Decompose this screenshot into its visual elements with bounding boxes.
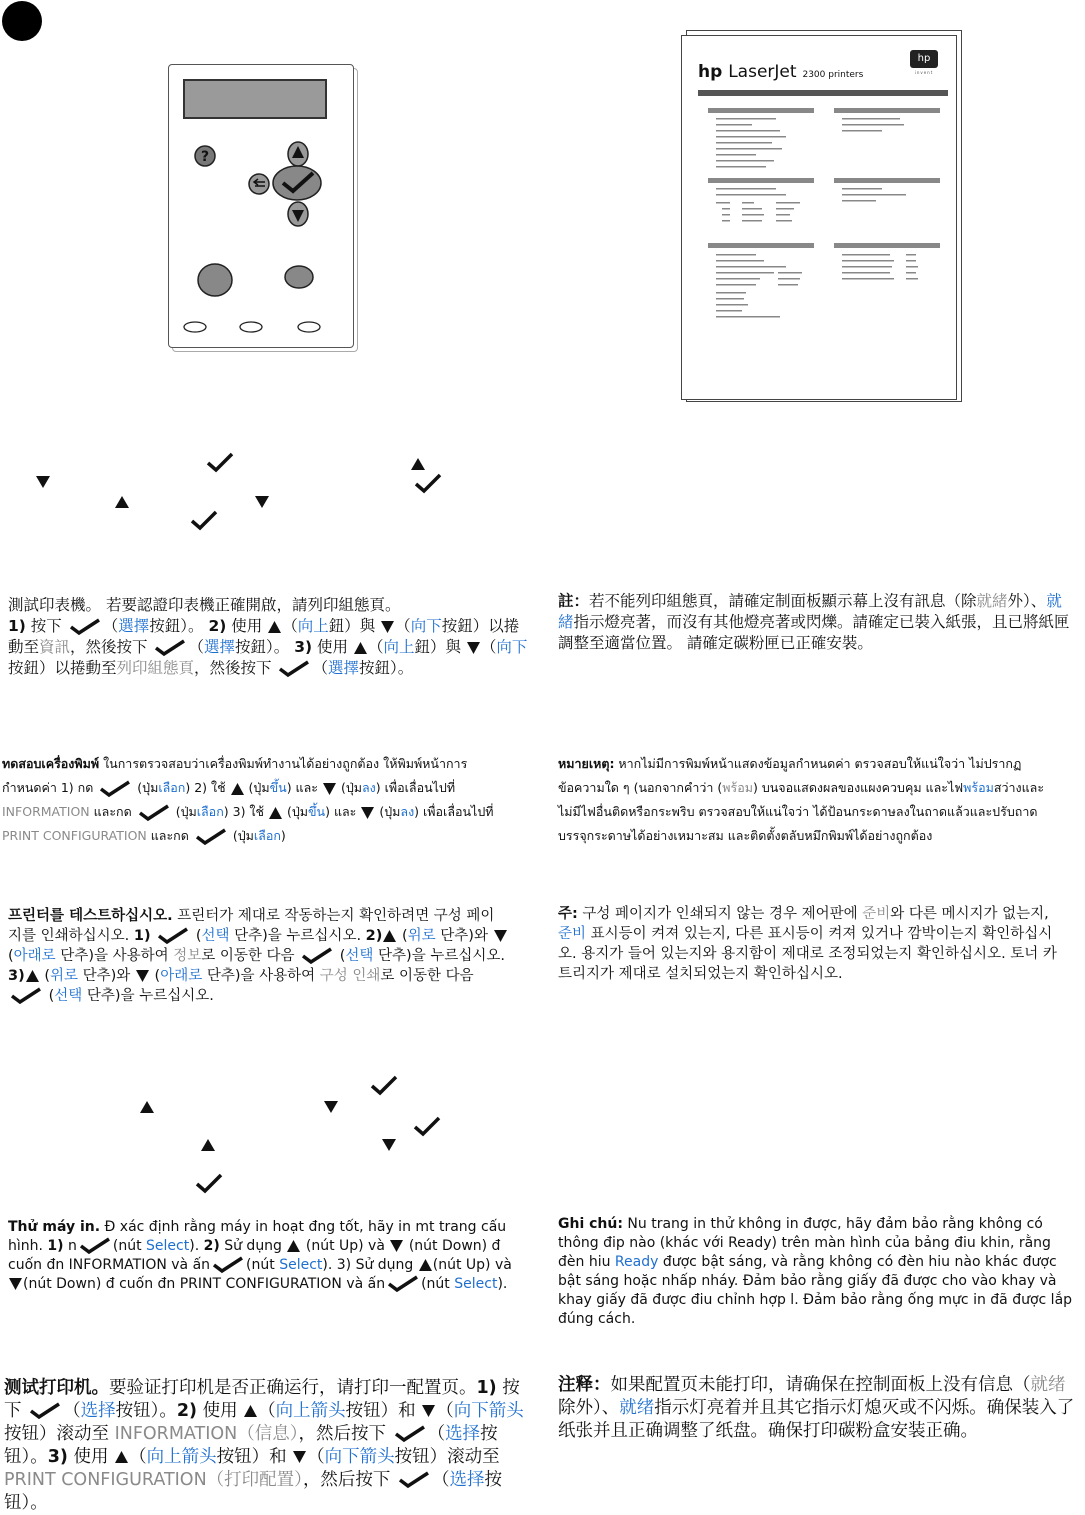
vietnamese-select-label: Select — [454, 1276, 498, 1292]
back-button — [249, 174, 269, 194]
korean-select-label: 선택 — [201, 928, 230, 944]
zh-tw-step1-num: 1) — [8, 617, 26, 635]
down-arrow-icon — [8, 1277, 23, 1291]
korean-config-label: 구성 인쇄 — [319, 968, 381, 984]
zh-tw-text: 使用 — [312, 638, 353, 656]
thai-down-label: ลง — [400, 804, 415, 819]
zh-tw-title: 測試印表機。 — [8, 596, 102, 614]
zh-cn-text: 按钮）滚动至 — [4, 1424, 115, 1444]
thai-text: ในการตรวจสอบว่าเครื่องพิมพ์ทำงานได้อย่างถูกต้อง ให้พิมพ์หน้าการกำหนดค่า 1) กด — [2, 756, 468, 795]
up-arrow-icon — [230, 782, 245, 796]
zh-tw-text: 按鈕）。 — [149, 617, 204, 635]
zh-cn-text: 使用 — [197, 1401, 244, 1421]
down-arrow-icon — [493, 929, 508, 943]
zh-cn-text: 按钮）和 — [345, 1401, 422, 1421]
zh-cn-config-label: PRINT CONFIGURATION（打印配置） — [4, 1470, 303, 1490]
vietnamese-text: ). 3) Sử dụng — [322, 1257, 418, 1273]
thai-text: (ปุ่ม — [336, 780, 362, 795]
thai-down-label: ลง — [362, 780, 376, 795]
zh-tw-text: （ — [282, 617, 298, 635]
zh-tw-note-label: 註： — [558, 592, 590, 610]
thai-text: ) เพื่อเลื่อนไปที่ — [414, 804, 494, 819]
thai-up-label: ขึ้น — [269, 780, 287, 795]
thai-text: ) และ — [286, 780, 322, 795]
select-check-icon — [193, 828, 229, 846]
zh-cn-step-num: 2) — [176, 1401, 198, 1421]
thai-instructions — [2, 752, 502, 848]
korean-text: ( — [191, 928, 202, 944]
vietnamese-text: Sử dụng — [219, 1238, 287, 1254]
korean-down-label: 아래로 — [13, 948, 56, 964]
korean-down-label: 아래로 — [160, 968, 203, 984]
vietnamese-text: (nút Up) và — [301, 1238, 390, 1254]
select-check-icon — [210, 1256, 246, 1274]
zh-cn-select-label: 选择 — [449, 1470, 485, 1490]
thai-text: ) 3) ใช้ — [223, 804, 268, 819]
zh-tw-note-text: 外）、 — [1007, 592, 1047, 610]
ready-light — [184, 322, 206, 332]
zh-tw-instructions — [8, 595, 528, 679]
korean-note-label: 주: — [558, 906, 578, 922]
thai-note-text: สว่างและไม่มีไฟอื่นติดหรือกระพริบ ตรวจสอบให้แน่ใจว่า ได้ป้อนกระดาษลงในถาดแล้วและปรับถาดบรรจุกระดาษได้อย่างเหมาะสม และติดตั้งตลับหมึกพิมพ์ได้อย่างถูกต้อง — [558, 780, 1045, 843]
thai-text: ) และ — [325, 804, 361, 819]
vietnamese-text: (nút — [246, 1257, 280, 1273]
zh-cn-text: （ — [258, 1401, 276, 1421]
zh-tw-up-label: 向上 — [297, 617, 329, 635]
select-check-icon — [299, 947, 335, 965]
zh-cn-select-label: 选择 — [445, 1424, 481, 1444]
korean-step-num: 2) — [365, 928, 383, 944]
select-check-icon — [67, 618, 103, 636]
zh-cn-note-text: 如果配置页未能打印，请确保在控制面板上没有信息（ — [610, 1375, 1031, 1395]
korean-text: ( — [8, 948, 14, 964]
korean-text: ( — [335, 948, 346, 964]
thai-text: (ปุ่ม — [375, 804, 401, 819]
zh-cn-text: （ — [432, 1470, 450, 1490]
up-arrow-icon — [268, 806, 283, 820]
select-check-icon — [77, 1237, 113, 1255]
zh-tw-text: （ — [312, 659, 328, 677]
korean-instructions — [8, 906, 508, 1006]
zh-cn-note-label: 注释： — [558, 1375, 611, 1395]
vietnamese-text: ). — [189, 1238, 204, 1254]
up-arrow-icon — [267, 620, 282, 634]
thai-up-label: ขึ้น — [308, 804, 326, 819]
thai-text: ) 2) ใช้ — [185, 780, 230, 795]
zh-cn-text: 按钮）。 — [115, 1401, 177, 1421]
vietnamese-note-text: được bật sáng, và rằng không có đèn hiu nào khác được bật sáng hoặc nhấp nháy. Đảm bảo rằng giấy đã được cho vào khay và khay giấy đã được điu chỉnh hợp l. Đảm bảo rằng ống mực in đã được lắp đúng cách. — [558, 1254, 1073, 1327]
korean-ready-label: 준비 — [862, 906, 891, 922]
zh-cn-text: 按钮）。 — [4, 1470, 502, 1513]
zh-cn-ready-label: 就绪 — [619, 1398, 655, 1418]
korean-note-text: 구성 페이지가 인쇄되지 않는 경우 제어판에 — [577, 906, 863, 922]
vietnamese-title: Thử máy in. — [8, 1219, 101, 1235]
icon-only-instruction-2 — [0, 1075, 1085, 1195]
zh-cn-instructions — [4, 1377, 524, 1515]
zh-tw-text: 鈕）與 — [414, 638, 466, 656]
korean-step-num: 1) — [133, 928, 151, 944]
zh-tw-up-label: 向上 — [383, 638, 415, 656]
select-check-icon — [8, 987, 44, 1005]
zh-tw-text: 按鈕）。 — [235, 638, 290, 656]
vietnamese-text: (nút Up) và — [432, 1257, 512, 1273]
zh-tw-text: 按鈕）以捲動至 — [8, 617, 520, 656]
zh-cn-text: （ — [63, 1401, 81, 1421]
up-arrow-icon — [25, 969, 40, 983]
zh-tw-step3-num: 3) — [294, 638, 313, 656]
vietnamese-text: n — [63, 1238, 77, 1254]
thai-note-text: หากไม่มีการพิมพ์หน้าแสดงข้อมูลกำหนดค่า ตรวจสอบให้แน่ใจว่า ไม่ปรากฏข้อความใด ๆ (นอกจากคำว่า ( — [558, 756, 1022, 795]
vietnamese-select-label: Select — [279, 1257, 323, 1273]
korean-up-label: 위로 — [407, 928, 436, 944]
down-arrow-icon — [380, 620, 395, 634]
zh-tw-note-text: 指示燈亮著，而沒有其他燈亮著或閃爍。請確定已裝入紙張，且已將紙匣調整至適當位置。 請確定碳粉匣已正確安裝。 — [558, 613, 1070, 652]
config-page-lines — [682, 36, 956, 399]
zh-cn-text: （ — [307, 1447, 325, 1467]
zh-tw-text: 鈕）與 — [328, 617, 381, 635]
zh-tw-down-label: 向下 — [410, 617, 442, 635]
zh-cn-step-num: 1) — [476, 1378, 497, 1398]
zh-tw-text: （ — [367, 638, 384, 656]
select-check-icon — [392, 1425, 428, 1443]
up-arrow-button — [288, 142, 308, 166]
vietnamese-text: (nút Down) đ cuốn đn PRINT CONFIGURATION và ấn — [23, 1276, 386, 1292]
korean-text: 단추)을 사용하여 — [55, 948, 174, 964]
zh-tw-text: （ — [188, 638, 204, 656]
thai-text: (ปุ่ม — [282, 804, 309, 819]
select-check-icon — [27, 1402, 63, 1420]
zh-cn-ready-label: 就绪 — [1030, 1375, 1066, 1395]
thai-note-label: หมายเหตุ: — [558, 756, 615, 771]
korean-text: 프린터가 제대로 작동하는지 확인하려면 구성 페이지를 인쇄하십시오. — [8, 908, 495, 944]
zh-cn-up-label: 向上箭头 — [146, 1447, 217, 1467]
zh-tw-config-label: 列印組態頁 — [116, 659, 195, 677]
select-check-icon — [385, 1275, 421, 1293]
korean-title: 프린터를 테스트하십시오. — [8, 908, 173, 924]
vietnamese-instructions — [8, 1218, 518, 1294]
down-arrow-icon — [389, 1239, 404, 1253]
korean-up-label: 위로 — [50, 968, 79, 984]
korean-note-text: 표시등이 켜져 있는지, 다른 표시등이 켜져 있거나 깜박이는지 확인하십시오. 용지가 들어 있는지와 용지함이 제대로 조정되었는지 확인하십시오. 토너 카트리지가 제대로 설치되었는지 확인하십시오. — [558, 926, 1057, 982]
up-arrow-icon — [382, 929, 397, 943]
zh-tw-select-label: 選擇 — [118, 617, 150, 635]
korean-text: 단추)을 사용하여 — [202, 968, 320, 984]
zh-tw-text: 按下 — [25, 617, 67, 635]
korean-text: 단추)을 누르십시오. — [229, 928, 366, 944]
thai-text: (ปุ่ม — [171, 804, 197, 819]
select-check-icon — [136, 804, 172, 822]
korean-text: 단추)와 — [435, 928, 493, 944]
zh-cn-text: （ — [427, 1424, 446, 1444]
hp-logo-tagline: invent — [914, 70, 934, 75]
down-arrow-icon — [466, 641, 481, 655]
zh-cn-text: 按钮）滚动至 — [394, 1447, 500, 1467]
down-arrow-button — [288, 202, 308, 226]
cancel-job-button — [285, 266, 313, 288]
down-arrow-icon — [135, 969, 150, 983]
zh-tw-select-label: 選擇 — [203, 638, 235, 656]
zh-cn-down-label: 向下箭头 — [453, 1401, 524, 1421]
thai-text: และกด — [146, 828, 193, 843]
up-arrow-icon — [418, 1258, 433, 1272]
select-check-icon — [396, 1471, 432, 1489]
thai-note — [558, 752, 1048, 848]
vietnamese-text: (nút — [421, 1276, 455, 1292]
thai-select-label: เลือก — [196, 804, 224, 819]
vietnamese-note-text: Nu trang in thử không in được, hãy đảm bảo rằng không có thông đip nào (khác với Ready) trên màn hình của bảng điu khin, rằng đèn hiu — [558, 1216, 1051, 1270]
zh-tw-note-text: 若不能列印組態頁，請確定制面板顯示幕上沒有訊息（除 — [589, 592, 977, 610]
zh-tw-text: 按鈕）。 — [359, 659, 414, 677]
korean-info-label: 정보 — [173, 948, 202, 964]
thai-config-label: PRINT CONFIGURATION — [2, 828, 147, 843]
vietnamese-select-label: Select — [146, 1238, 190, 1254]
zh-cn-down-label: 向下箭头 — [324, 1447, 395, 1467]
select-check-icon — [155, 927, 191, 945]
down-arrow-icon — [421, 1404, 436, 1418]
control-panel-buttons — [169, 65, 353, 347]
korean-text: ( — [44, 988, 55, 1004]
zh-cn-text: 按钮）。 — [4, 1424, 498, 1467]
zh-tw-text: （ — [395, 617, 411, 635]
hp-logo-text: hp — [917, 53, 931, 64]
zh-tw-text: 使用 — [226, 617, 268, 635]
thai-text: และกด — [89, 804, 136, 819]
zh-cn-text: （ — [129, 1447, 147, 1467]
zh-tw-select-label: 選擇 — [327, 659, 359, 677]
thai-note-text: ) บนจอแสดงผลของแผงควบคุม และไฟ — [752, 780, 964, 795]
icon-only-instruction-1 — [0, 450, 1085, 540]
zh-cn-info-label: INFORMATION（信息） — [114, 1424, 299, 1444]
thai-text: ) — [280, 828, 286, 843]
up-arrow-icon — [243, 1404, 258, 1418]
up-arrow-icon — [286, 1239, 301, 1253]
vietnamese-text: ). — [497, 1276, 508, 1292]
korean-text: ( — [149, 968, 161, 984]
step-marker — [2, 1, 42, 41]
zh-tw-step2-num: 2) — [208, 617, 227, 635]
svg-text:?: ? — [200, 149, 210, 165]
select-check-icon — [97, 780, 133, 798]
help-button — [195, 146, 215, 166]
zh-cn-text: ，然后按下 — [302, 1470, 396, 1490]
korean-text: 단추)와 — [78, 968, 135, 984]
product-name: LaserJet — [728, 62, 797, 82]
select-check-icon — [276, 660, 312, 678]
korean-ready-label: 준비 — [558, 926, 587, 942]
zh-tw-note — [558, 591, 1073, 654]
zh-cn-note-text: 指示灯亮着并且其它指示灯熄灭或不闪烁。确保装入了纸张并且正确调整了纸盘。确保打印碳粉盒安装正确。 — [558, 1398, 1075, 1441]
thai-text: ) เพื่อเลื่อนไปที่ — [375, 780, 456, 795]
thai-text: (ปุ่ม — [228, 828, 254, 843]
zh-cn-note-text: 除外）、 — [558, 1398, 620, 1418]
thai-title: ทดสอบเครื่องพิมพ์ — [2, 756, 100, 771]
zh-tw-text: 按鈕）以捲動至 — [8, 659, 117, 677]
vietnamese-step-num: 2) — [203, 1238, 220, 1254]
control-panel — [168, 64, 354, 348]
vietnamese-ready-label: Ready — [614, 1254, 659, 1270]
zh-cn-title: 测试打印机。 — [4, 1378, 109, 1398]
up-arrow-icon — [114, 1450, 129, 1464]
korean-text: 단추)을 누르십시오. — [82, 988, 214, 1004]
down-arrow-icon — [322, 782, 337, 796]
zh-cn-text: 按钮）和 — [216, 1447, 293, 1467]
attention-light — [298, 322, 320, 332]
korean-text: 로 이동한 다음 — [380, 968, 474, 984]
thai-info-label: INFORMATION — [2, 804, 90, 819]
zh-tw-info-label: 資訊 — [39, 638, 71, 656]
zh-tw-text: （ — [102, 617, 119, 635]
zh-cn-text: ，然后按下 — [298, 1424, 392, 1444]
thai-select-label: เลือก — [253, 828, 281, 843]
korean-select-label: 선택 — [345, 948, 374, 964]
korean-text: 로 이동한 다음 — [201, 948, 300, 964]
zh-cn-text: 要验证打印机是否正确运行，请打印一配置页。 — [109, 1378, 477, 1398]
zh-tw-text: ，然後按下 — [70, 638, 153, 656]
zh-tw-ready-label: 就緒 — [976, 592, 1008, 610]
vietnamese-step-num: 1) — [47, 1238, 64, 1254]
brand: hp — [698, 62, 723, 82]
korean-select-label: 선택 — [54, 988, 83, 1004]
up-arrow-icon — [353, 641, 368, 655]
zh-cn-text: 使用 — [67, 1447, 115, 1467]
data-light — [240, 322, 262, 332]
zh-cn-select-label: 选择 — [80, 1401, 116, 1421]
zh-tw-s1: 若要認證印表機正確開啟，請列印組態頁。 — [105, 596, 401, 614]
vietnamese-note-label: Ghi chú: — [558, 1216, 623, 1232]
korean-text: 단추)을 누르십시오. — [373, 948, 505, 964]
zh-cn-note — [558, 1374, 1078, 1443]
go-button — [198, 264, 232, 296]
zh-cn-step-num: 3) — [47, 1447, 68, 1467]
down-arrow-icon — [360, 806, 375, 820]
korean-text: ( — [397, 928, 408, 944]
vietnamese-text: Đ xác định rằng máy in hoạt đng tốt, hãy in mt trang cấu hình. — [8, 1219, 507, 1254]
zh-cn-text: 按下 — [4, 1378, 520, 1421]
thai-ready-label: พร้อม — [722, 780, 753, 795]
config-page — [681, 35, 957, 400]
zh-cn-text: （ — [436, 1401, 454, 1421]
zh-cn-up-label: 向上箭头 — [275, 1401, 346, 1421]
korean-note-text: 와 다른 메시지가 없는지, — [890, 906, 1049, 922]
korean-step-num: 3) — [8, 968, 25, 984]
down-arrow-icon — [292, 1450, 307, 1464]
thai-select-label: เลือก — [158, 780, 186, 795]
zh-tw-text: ，然後按下 — [194, 659, 277, 677]
select-check-button — [273, 166, 321, 200]
korean-text: ( — [39, 968, 50, 984]
vietnamese-text: (nút Down) đ cuốn đn INFORMATION và ấn — [8, 1238, 501, 1273]
korean-note — [558, 904, 1058, 984]
vietnamese-text: (nút — [112, 1238, 147, 1254]
vietnamese-note — [558, 1215, 1078, 1329]
thai-text: (ปุ่ม — [133, 780, 159, 795]
model-name: 2300 printers — [802, 70, 864, 80]
select-check-icon — [152, 639, 188, 657]
zh-tw-text: （ — [480, 638, 497, 656]
zh-tw-down-label: 向下 — [496, 638, 528, 656]
thai-ready-label: พร้อม — [963, 780, 994, 795]
thai-text: (ปุ่ม — [244, 780, 270, 795]
zh-tw-ready-label: 就緒 — [558, 592, 1062, 631]
